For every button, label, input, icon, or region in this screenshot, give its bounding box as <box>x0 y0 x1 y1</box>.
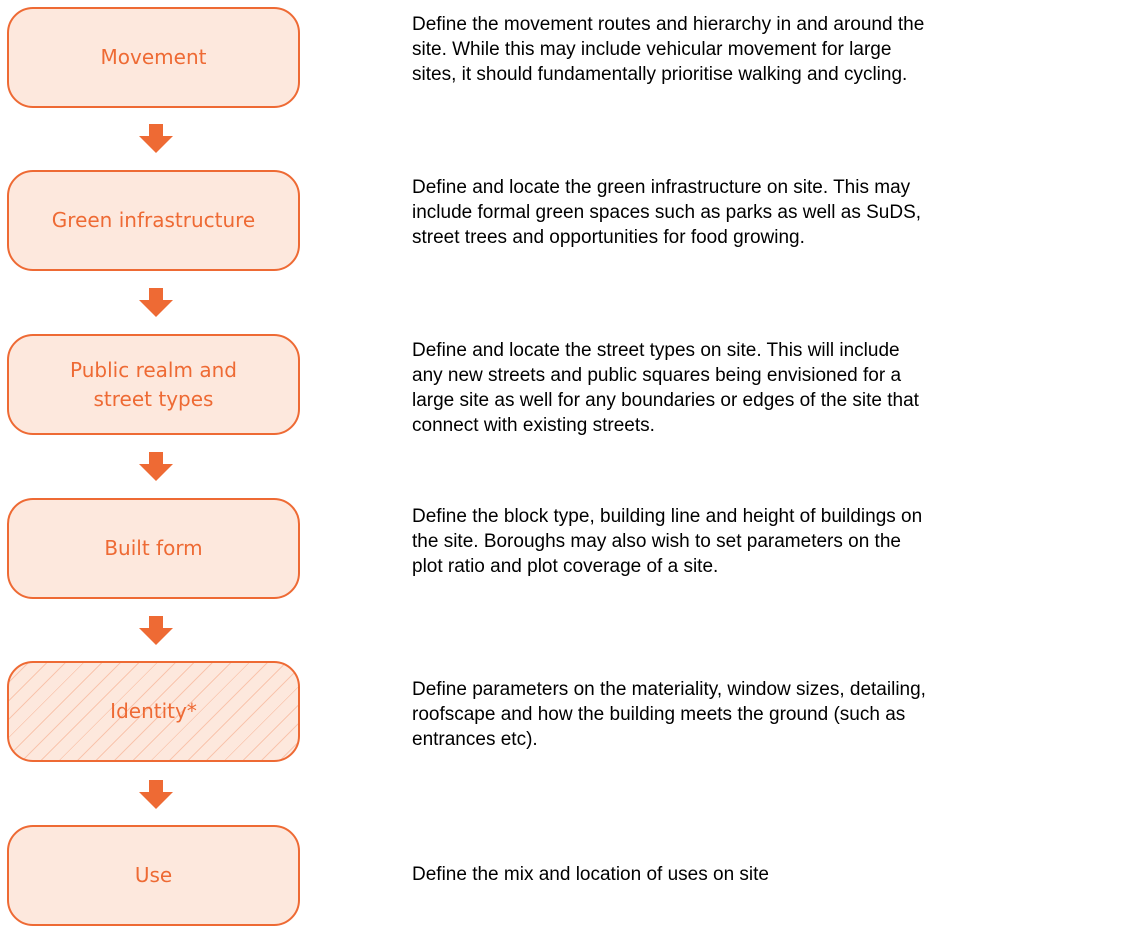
step-description-identity: Define parameters on the materiality, window sizes, detailing, roofscape and how the building meets the ground (such as entrances etc). <box>412 679 926 750</box>
step-box-use <box>7 825 300 926</box>
step-label: Green infrastructure <box>51 208 256 232</box>
step-label: Public realm and street types <box>70 357 237 411</box>
step-box-built-form <box>7 498 300 599</box>
step-box-identity <box>7 661 300 762</box>
step-label: Movement <box>100 45 207 69</box>
down-arrow-icon <box>138 616 174 646</box>
down-arrow-icon <box>138 288 174 318</box>
step-label: Built form <box>104 536 203 560</box>
down-arrow-icon <box>138 124 174 154</box>
step-label: Use <box>134 863 173 887</box>
step-description-public-realm: Define and locate the street types on site. This will include any new streets and public squares being envisioned for a large site as well for any boundaries or edges of the site that connect with existing streets. <box>412 340 919 436</box>
step-description-use: Define the mix and location of uses on site <box>412 864 769 885</box>
step-description-movement: Define the movement routes and hierarchy in and around the site. While this may include vehicular movement for large sites, it should fundamentally prioritise walking and cycling. <box>412 14 925 85</box>
step-label: Identity* <box>110 699 197 723</box>
down-arrow-icon <box>138 452 174 482</box>
down-arrow-icon <box>138 780 174 810</box>
step-box-movement <box>7 7 300 108</box>
step-box-green-infrastructure <box>7 170 300 271</box>
step-description-green-infrastructure: Define and locate the green infrastructure on site. This may include formal green spaces such as parks as well as SuDS, street trees and opportunities for food growing. <box>412 177 922 248</box>
step-description-built-form: Define the block type, building line and height of buildings on the site. Boroughs may also wish to set parameters on the plot ratio and plot coverage of a site. <box>412 506 923 577</box>
step-box-public-realm <box>7 334 300 435</box>
